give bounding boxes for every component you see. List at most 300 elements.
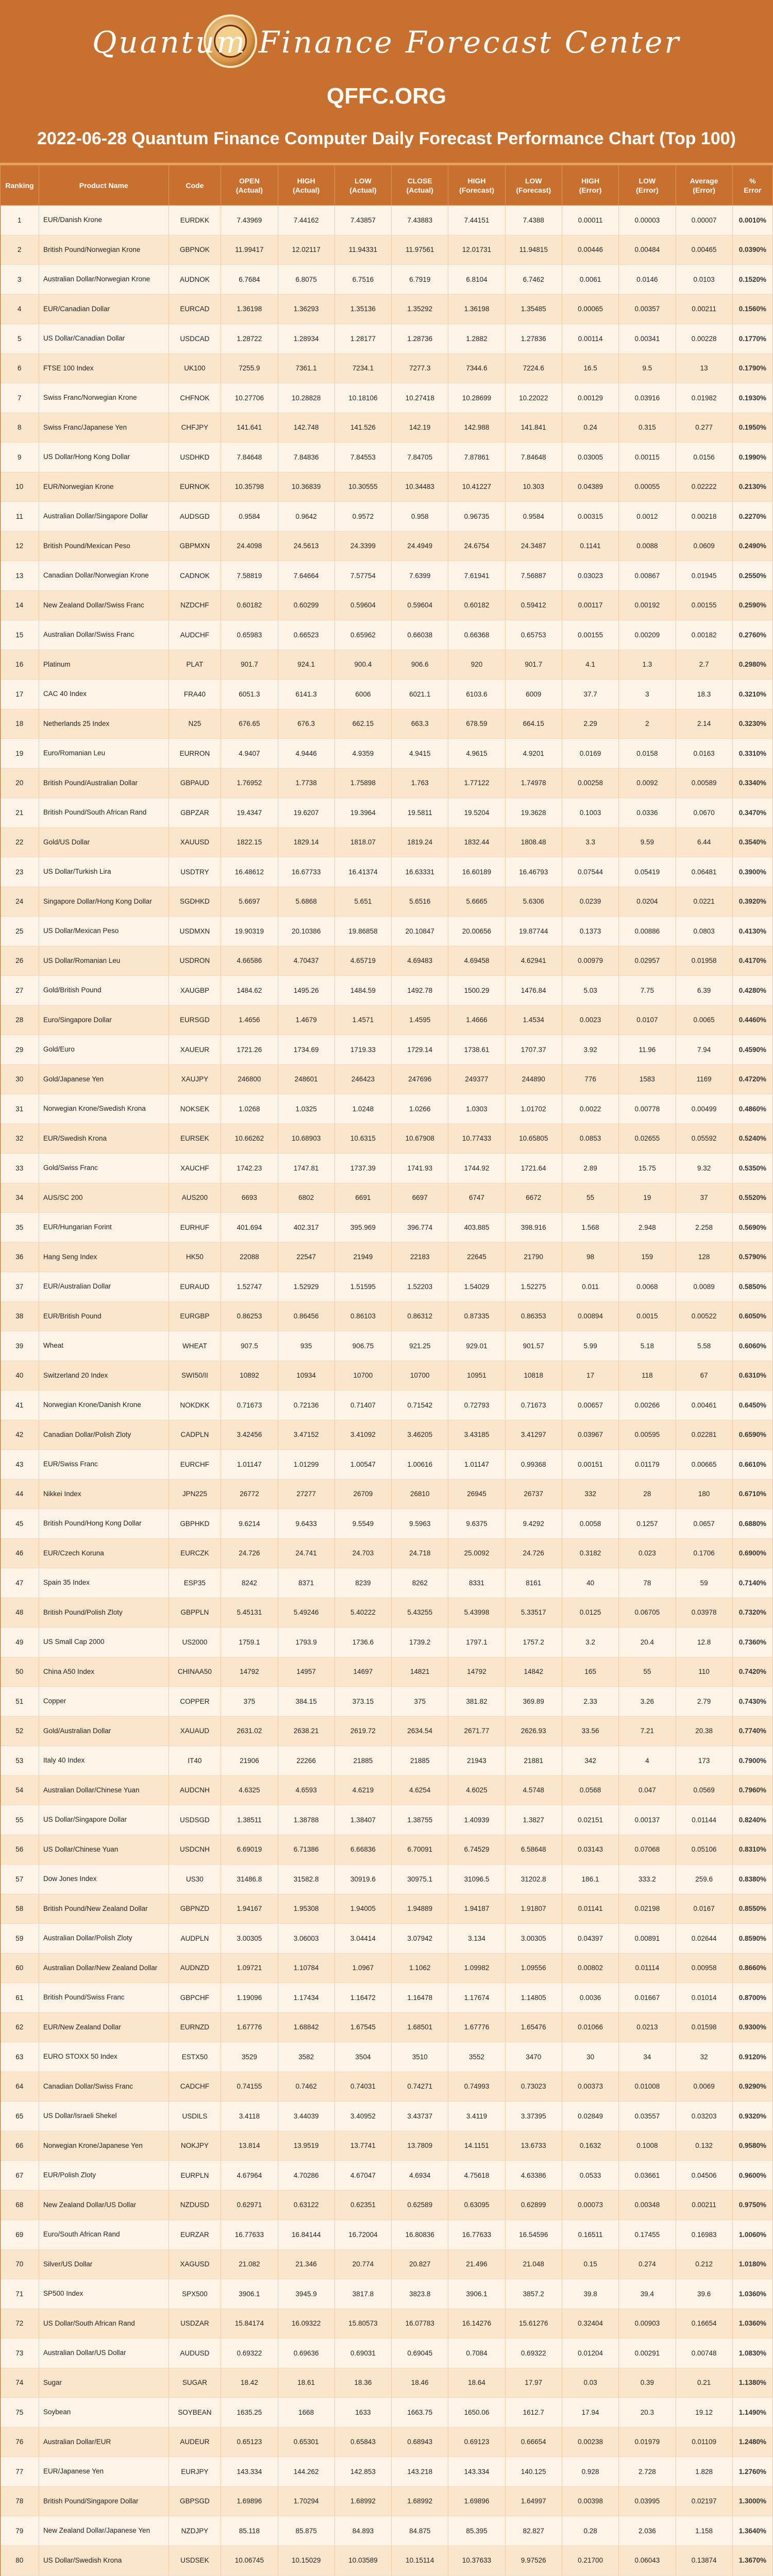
table-cell: 14697 [334,1657,391,1687]
table-cell: Switzerland 20 Index [39,1361,169,1391]
table-cell: 19.3964 [334,798,391,828]
table-cell: 10.65805 [505,1124,562,1154]
table-cell: 1484.59 [334,976,391,1006]
table-cell: 35 [1,1213,39,1243]
table-cell: 82.827 [505,2516,562,2546]
table-cell: 7.43969 [221,206,278,235]
table-cell: 676.3 [278,709,334,739]
table-row [1,383,773,413]
table-cell: 5.651 [334,887,391,917]
table-cell: 0.0657 [676,1509,732,1539]
table-cell: 0.7140% [732,1568,772,1598]
table-cell: AUDEUR [169,2427,221,2457]
table-cell: 1736.6 [334,1628,391,1657]
table-cell: 0.00665 [676,1450,732,1480]
table-cell: 1818.07 [334,827,391,857]
table-cell: 143.334 [221,2457,278,2487]
table-cell: 0.01066 [562,2012,618,2042]
table-cell: US Dollar/Canadian Dollar [39,324,169,354]
table-cell: 78 [619,1568,676,1598]
table-cell: 98 [562,1242,618,1272]
table-cell: 0.3210% [732,680,772,709]
table-cell: 7234.1 [334,353,391,383]
table-cell: HK50 [169,1242,221,1272]
table-cell: 0.8590% [732,1924,772,1954]
table-cell: 16.72004 [334,2220,391,2250]
table-cell: 3857.2 [505,2279,562,2309]
table-row [1,2042,773,2072]
table-cell: 0.7462 [278,2072,334,2102]
table-cell: FTSE 100 Index [39,353,169,383]
table-cell: 1829.14 [278,827,334,857]
table-cell: 0.00446 [562,235,618,265]
table-cell: 0.1141 [562,531,618,561]
table-cell: 1.01702 [505,1094,562,1124]
table-cell: 62 [1,2012,39,2042]
column-header: LOW (Actual) [334,165,391,206]
table-cell: 1.0303 [448,1094,505,1124]
table-cell: 7.44151 [448,206,505,235]
table-cell: 11 [1,502,39,532]
table-row [1,590,773,620]
table-cell: 0.00522 [676,1301,732,1331]
table-cell: EUR/Polish Zloty [39,2161,169,2191]
table-cell: 8242 [221,1568,278,1598]
table-cell: 16.46793 [505,857,562,887]
table-cell: 20.38 [676,1716,732,1746]
table-cell: 30975.1 [392,1865,448,1894]
table-cell: 1.828 [676,2457,732,2487]
table-cell: 3470 [505,2042,562,2072]
table-cell: 16.54596 [505,2220,562,2250]
table-cell: 30919.6 [334,1865,391,1894]
table-cell: 921.25 [392,1331,448,1361]
table-cell: 0.02655 [619,1124,676,1154]
table-cell: 1.00616 [392,1450,448,1480]
table-cell: 9.97526 [505,2546,562,2575]
table-cell: 1.0268 [221,1094,278,1124]
table-cell: 7.4388 [505,206,562,235]
table-cell: 142.19 [392,413,448,443]
table-cell: 0.1373 [562,917,618,946]
table-cell: 0.00011 [562,206,618,235]
table-cell: EURCAD [169,294,221,324]
table-cell: 0.00958 [676,1953,732,1983]
table-cell: 4.9359 [334,739,391,769]
table-cell: 16.5 [562,353,618,383]
table-cell: 0.00238 [562,2427,618,2457]
table-cell: 8 [1,413,39,443]
table-cell: NOKJPY [169,2131,221,2161]
table-cell: 1.94167 [221,1894,278,1924]
table-cell: 0.3920% [732,887,772,917]
table-cell: 2.258 [676,1213,732,1243]
table-cell: 0.00979 [562,946,618,976]
table-cell: 1.0967 [334,1953,391,1983]
table-cell: 1583 [619,1064,676,1094]
table-cell: 1.94187 [448,1894,505,1924]
table-cell: 18 [1,709,39,739]
table-cell: 663.3 [392,709,448,739]
table-cell: 57 [1,1865,39,1894]
table-cell: 31096.5 [448,1865,505,1894]
table-cell: 0.00258 [562,768,618,798]
table-cell: 19 [1,739,39,769]
table-cell: 1.1062 [392,1953,448,1983]
table-cell: 0.00129 [562,383,618,413]
table-cell: 55 [619,1657,676,1687]
table-cell: 11.96 [619,1035,676,1065]
table-cell: 9 [1,443,39,472]
table-cell: 0.62971 [221,2190,278,2220]
table-cell: 59 [1,1924,39,1954]
table-cell: 4 [619,1746,676,1776]
table-cell: 0.71673 [221,1391,278,1420]
table-cell: 0.6900% [732,1538,772,1568]
table-cell: 0.3900% [732,857,772,887]
table-cell: 0.7084 [448,2338,505,2368]
table-cell: 0.03203 [676,2102,732,2131]
table-cell: 18.36 [334,2368,391,2398]
table-cell: 0.00182 [676,620,732,650]
table-cell: SP500 Index [39,2279,169,2309]
table-cell: 0.65301 [278,2427,334,2457]
table-cell: US Dollar/Romanian Leu [39,946,169,976]
table-cell: 0.2550% [732,561,772,591]
table-cell: 2631.02 [221,1716,278,1746]
table-cell: EURJPY [169,2457,221,2487]
table-cell: 37.7 [562,680,618,709]
table-cell: 1.38407 [334,1805,391,1835]
table-cell: 128 [676,1242,732,1272]
table-cell: 55 [562,1183,618,1213]
table-cell: 0.3310% [732,739,772,769]
table-row [1,1094,773,1124]
table-row [1,353,773,383]
table-cell: 401.694 [221,1213,278,1243]
table-row [1,2546,773,2575]
table-cell: 1495.26 [278,976,334,1006]
table-cell: 1.27836 [505,324,562,354]
table-cell: 0.69636 [278,2338,334,2368]
table-cell: Euro/Singapore Dollar [39,1005,169,1035]
table-cell: 0.00903 [619,2309,676,2338]
table-cell: 1.4571 [334,1005,391,1035]
table-cell: GBPZAR [169,798,221,828]
table-row [1,1420,773,1450]
table-cell: 39.4 [619,2279,676,2309]
table-cell: 2.728 [619,2457,676,2487]
table-cell: Copper [39,1687,169,1717]
table-cell: 21949 [334,1242,391,1272]
table-cell: 9.5549 [334,1509,391,1539]
table-cell: 1759.1 [221,1628,278,1657]
table-row [1,2190,773,2220]
table-cell: 3.07942 [392,1924,448,1954]
table-cell: British Pound/South African Rand [39,798,169,828]
table-row [1,324,773,354]
table-row [1,413,773,443]
table-cell: Canadian Dollar/Polish Zloty [39,1420,169,1450]
table-cell: 37 [1,1272,39,1302]
table-cell: 3.42456 [221,1420,278,1450]
table-cell: Norwegian Krone/Danish Krone [39,1391,169,1420]
column-header: OPEN (Actual) [221,165,278,206]
table-cell: 85.875 [278,2516,334,2546]
table-cell: US Dollar/Turkish Lira [39,857,169,887]
table-cell: NZDJPY [169,2516,221,2546]
table-cell: 0.4590% [732,1035,772,1065]
table-cell: 0.00373 [562,2072,618,2102]
table-cell: 61 [1,1983,39,2013]
table-cell: 0.71673 [505,1391,562,1420]
table-row [1,1805,773,1835]
table-cell: 6.39 [676,976,732,1006]
table-cell: 1.01147 [448,1450,505,1480]
table-cell: WHEAT [169,1331,221,1361]
table-cell: 10700 [392,1361,448,1391]
table-cell: 28 [619,1479,676,1509]
table-cell: 42 [1,1420,39,1450]
table-cell: 0.0670 [676,798,732,828]
table-cell: 0.023 [619,1538,676,1568]
table-row [1,1538,773,1568]
table-cell: 0.65962 [334,620,391,650]
table-cell: 47 [1,1568,39,1598]
table-cell: 173 [676,1746,732,1776]
table-cell: 935 [278,1331,334,1361]
table-cell: 0.7430% [732,1687,772,1717]
table-cell: 0.00055 [619,472,676,502]
table-cell: 10.22022 [505,383,562,413]
table-cell: NZDCHF [169,590,221,620]
table-cell: 906.6 [392,650,448,680]
table-cell: 0.69045 [392,2338,448,2368]
table-cell: 39.6 [676,2279,732,2309]
table-cell: 7361.1 [278,353,334,383]
table-cell: 4.75618 [448,2161,505,2191]
table-cell: 24.3399 [334,531,391,561]
table-cell: 6802 [278,1183,334,1213]
table-cell: 0.00484 [619,235,676,265]
table-cell: 142.853 [334,2457,391,2487]
table-cell: Swiss Franc/Norwegian Krone [39,383,169,413]
table-row [1,1035,773,1065]
table-cell: 0.0156 [676,443,732,472]
table-cell: 5.6516 [392,887,448,917]
table-cell: 16.77633 [221,2220,278,2250]
table-cell: 1.4595 [392,1005,448,1035]
table-cell: 0.02849 [562,2102,618,2131]
table-cell: 0.7900% [732,1746,772,1776]
table-cell: 10.15114 [392,2546,448,2575]
table-cell: 10 [1,472,39,502]
table-cell: 0.03978 [676,1598,732,1628]
table-cell: 16.67733 [278,857,334,887]
table-cell: 118 [619,1361,676,1391]
table-cell: 0.0036 [562,1983,618,2013]
table-cell: 3504 [334,2042,391,2072]
table-cell: 0.68943 [392,2427,448,2457]
table-cell: 0.5790% [732,1242,772,1272]
table-cell: 10.15029 [278,2546,334,2575]
table-cell: 6.7684 [221,265,278,295]
table-cell: 0.00867 [619,561,676,591]
table-cell: 140.125 [505,2457,562,2487]
table-cell: EURCZK [169,1538,221,1568]
table-row [1,1331,773,1361]
table-cell: 85.118 [221,2516,278,2546]
table-row [1,1450,773,1480]
table-cell: 0.00155 [562,620,618,650]
table-cell: 1612.7 [505,2398,562,2428]
table-cell: 0.2590% [732,590,772,620]
table-cell: 0.8550% [732,1894,772,1924]
table-cell: 6.44 [676,827,732,857]
table-cell: AUDCHF [169,620,221,650]
table-cell: 1.3 [619,650,676,680]
table-cell: 0.02281 [676,1420,732,1450]
table-cell: 0.1770% [732,324,772,354]
table-cell: 6006 [334,680,391,709]
table-cell: 19 [619,1183,676,1213]
table-cell: 23 [1,857,39,887]
table-row [1,502,773,532]
table-cell: 0.00461 [676,1391,732,1420]
table-cell: 5.18 [619,1331,676,1361]
table-cell: 13 [1,561,39,591]
table-cell: 369.89 [505,1687,562,1717]
table-cell: 333.2 [619,1865,676,1894]
table-cell: 0.01979 [619,2427,676,2457]
table-cell: 24.4949 [392,531,448,561]
table-cell: 1.68992 [334,2486,391,2516]
table-cell: 0.00209 [619,620,676,650]
table-cell: Australian Dollar/Singapore Dollar [39,502,169,532]
table-cell: 54 [1,1775,39,1805]
table-cell: China A50 Index [39,1657,169,1687]
table-cell: 18.3 [676,680,732,709]
table-cell: 21885 [392,1746,448,1776]
table-cell: 13 [676,353,732,383]
table-cell: 19.3628 [505,798,562,828]
table-cell: 5.45131 [221,1598,278,1628]
table-cell: SGDHKD [169,887,221,917]
table-cell: 32 [676,2042,732,2072]
table-cell: 0.74031 [334,2072,391,2102]
table-cell: 12.02117 [278,235,334,265]
table-cell: 0.274 [619,2249,676,2279]
table-cell: 0.7960% [732,1775,772,1805]
table-cell: 11.99417 [221,235,278,265]
table-cell: 6697 [392,1183,448,1213]
table-cell: 1.38755 [392,1805,448,1835]
table-cell: USDHKD [169,443,221,472]
table-row [1,2012,773,2042]
table-cell: 332 [562,1479,618,1509]
table-cell: UK100 [169,353,221,383]
table-cell: 0.01982 [676,383,732,413]
table-row [1,1746,773,1776]
table-cell: 0.6310% [732,1361,772,1391]
table-cell: 6051.3 [221,680,278,709]
table-cell: GBPPLN [169,1598,221,1628]
table-cell: 0.01114 [619,1953,676,1983]
table-cell: EURGBP [169,1301,221,1331]
table-cell: 1.35292 [392,294,448,324]
table-cell: 246423 [334,1064,391,1094]
table-cell: 0.00117 [562,590,618,620]
table-cell: 0.3182 [562,1538,618,1568]
table-cell: 0.7360% [732,1628,772,1657]
table-cell: 3817.8 [334,2279,391,2309]
table-cell: 53 [1,1746,39,1776]
table-cell: 676.65 [221,709,278,739]
table-cell: 68 [1,2190,39,2220]
table-cell: 6747 [448,1183,505,1213]
table-cell: 0.1008 [619,2131,676,2161]
table-cell: 5.43998 [448,1598,505,1628]
table-cell: 0.60299 [278,590,334,620]
table-cell: 0.32404 [562,2309,618,2338]
table-cell: 4.62941 [505,946,562,976]
table-cell: 0.1257 [619,1509,676,1539]
table-cell: 0.86312 [392,1301,448,1331]
table-cell: 16.77633 [448,2220,505,2250]
table-cell: 1.4656 [221,1005,278,1035]
table-cell: 5.33517 [505,1598,562,1628]
table-cell: 0.65983 [221,620,278,650]
table-cell: 3510 [392,2042,448,2072]
table-cell: 0.03005 [562,443,618,472]
table-row [1,2279,773,2309]
table-cell: 0.71407 [334,1391,391,1420]
table-cell: 3552 [448,2042,505,2072]
table-cell: 0.9320% [732,2102,772,2131]
table-cell: 4.9615 [448,739,505,769]
table-cell: 1.68501 [392,2012,448,2042]
table-cell: 142.748 [278,413,334,443]
table-cell: 0.02198 [619,1894,676,1924]
table-cell: 4.6219 [334,1775,391,1805]
table-cell: 1.51595 [334,1272,391,1302]
table-row [1,561,773,591]
table-cell: US Dollar/Israeli Shekel [39,2102,169,2131]
table-cell: 3906.1 [221,2279,278,2309]
table-cell: 110 [676,1657,732,1687]
table-row [1,917,773,946]
table-cell: 31486.8 [221,1865,278,1894]
table-cell: 21790 [505,1242,562,1272]
table-cell: 1.16478 [392,1983,448,2013]
table-cell: 10.27418 [392,383,448,413]
table-cell: CHFNOK [169,383,221,413]
table-cell: EURPLN [169,2161,221,2191]
table-cell: Platinum [39,650,169,680]
table-cell: 0.15 [562,2249,618,2279]
table-cell: 7.75 [619,976,676,1006]
table-cell: Swiss Franc/Japanese Yen [39,413,169,443]
table-cell: 19.4347 [221,798,278,828]
table-cell: 1.76952 [221,768,278,798]
table-cell: 14 [1,590,39,620]
table-cell: 0.04389 [562,472,618,502]
table-cell: 0.6880% [732,1509,772,1539]
table-cell: 1663.75 [392,2398,448,2428]
table-cell: 14957 [278,1657,334,1687]
table-cell: USDSGD [169,1805,221,1835]
table-cell: 0.02222 [676,472,732,502]
